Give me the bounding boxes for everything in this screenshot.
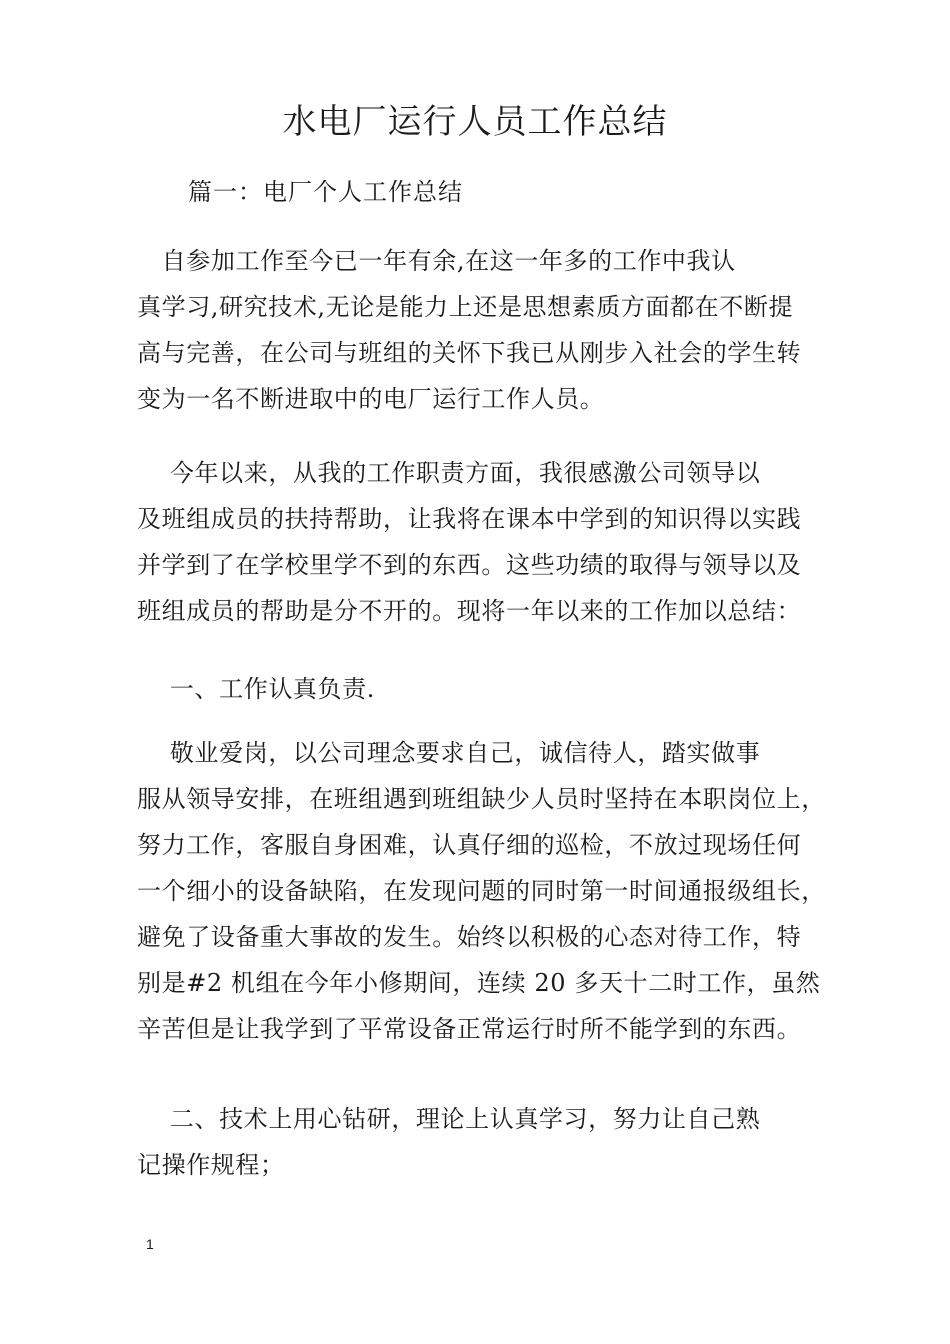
paragraph-line: 一个细小的设备缺陷，在发现问题的同时第一时间通报级组长， [137,877,826,905]
document-title: 水电厂运行人员工作总结 [282,102,668,142]
paragraph-line: 真学习,研究技术,无论是能力上还是思想素质方面都在不断提 [137,293,794,321]
paragraph-gratitude [137,450,837,634]
paragraph-line: 记操作规程； [137,1151,285,1179]
subheading-two [137,1096,837,1188]
paragraph-line: 服从领导安排，在班组遇到班组缺少人员时坚持在本职岗位上， [137,785,826,813]
paragraph-line: 自参加工作至今已一年有余,在这一年多的工作中我认 [137,247,736,275]
paragraph-line: 二、技术上用心钻研，理论上认真学习，努力让自己熟 [137,1105,761,1133]
subheading-one [137,666,837,712]
paragraph-line: 今年以来，从我的工作职责方面，我很感激公司领导以 [137,459,761,487]
paragraph-line: 敬业爱岗，以公司理念要求自己，诚信待人，踏实做事 [137,739,761,767]
paragraph-line: 别是#2 机组在今年小修期间，连续 20 多天十二时工作，虽然 [137,969,821,997]
paragraph-line: 辛苦但是让我学到了平常设备正常运行时所不能学到的东西。 [137,1015,802,1043]
paragraph-line: 努力工作，客服自身困难，认真仔细的巡检，不放过现场任何 [137,831,802,859]
paragraph-line: 高与完善，在公司与班组的关怀下我已从刚步入社会的学生转 [137,339,802,367]
paragraph-line: 并学到了在学校里学不到的东西。这些功绩的取得与领导以及 [137,551,802,579]
paragraph-work-attitude [137,730,837,1052]
paragraph-line: 变为一名不断进取中的电厂运行工作人员。 [137,385,605,413]
paragraph-line: 一、工作认真负责. [137,675,375,703]
section-heading: 篇一：电厂个人工作总结 [188,178,463,206]
paragraph-line: 避免了设备重大事故的发生。始终以积极的心态对待工作，特 [137,923,802,951]
paragraph-line: 班组成员的帮助是分不开的。现将一年以来的工作加以总结： [137,597,802,625]
paragraph-line: 及班组成员的扶持帮助，让我将在课本中学到的知识得以实践 [137,505,802,533]
paragraph-intro [137,238,837,422]
page-number: 1 [146,1236,154,1252]
